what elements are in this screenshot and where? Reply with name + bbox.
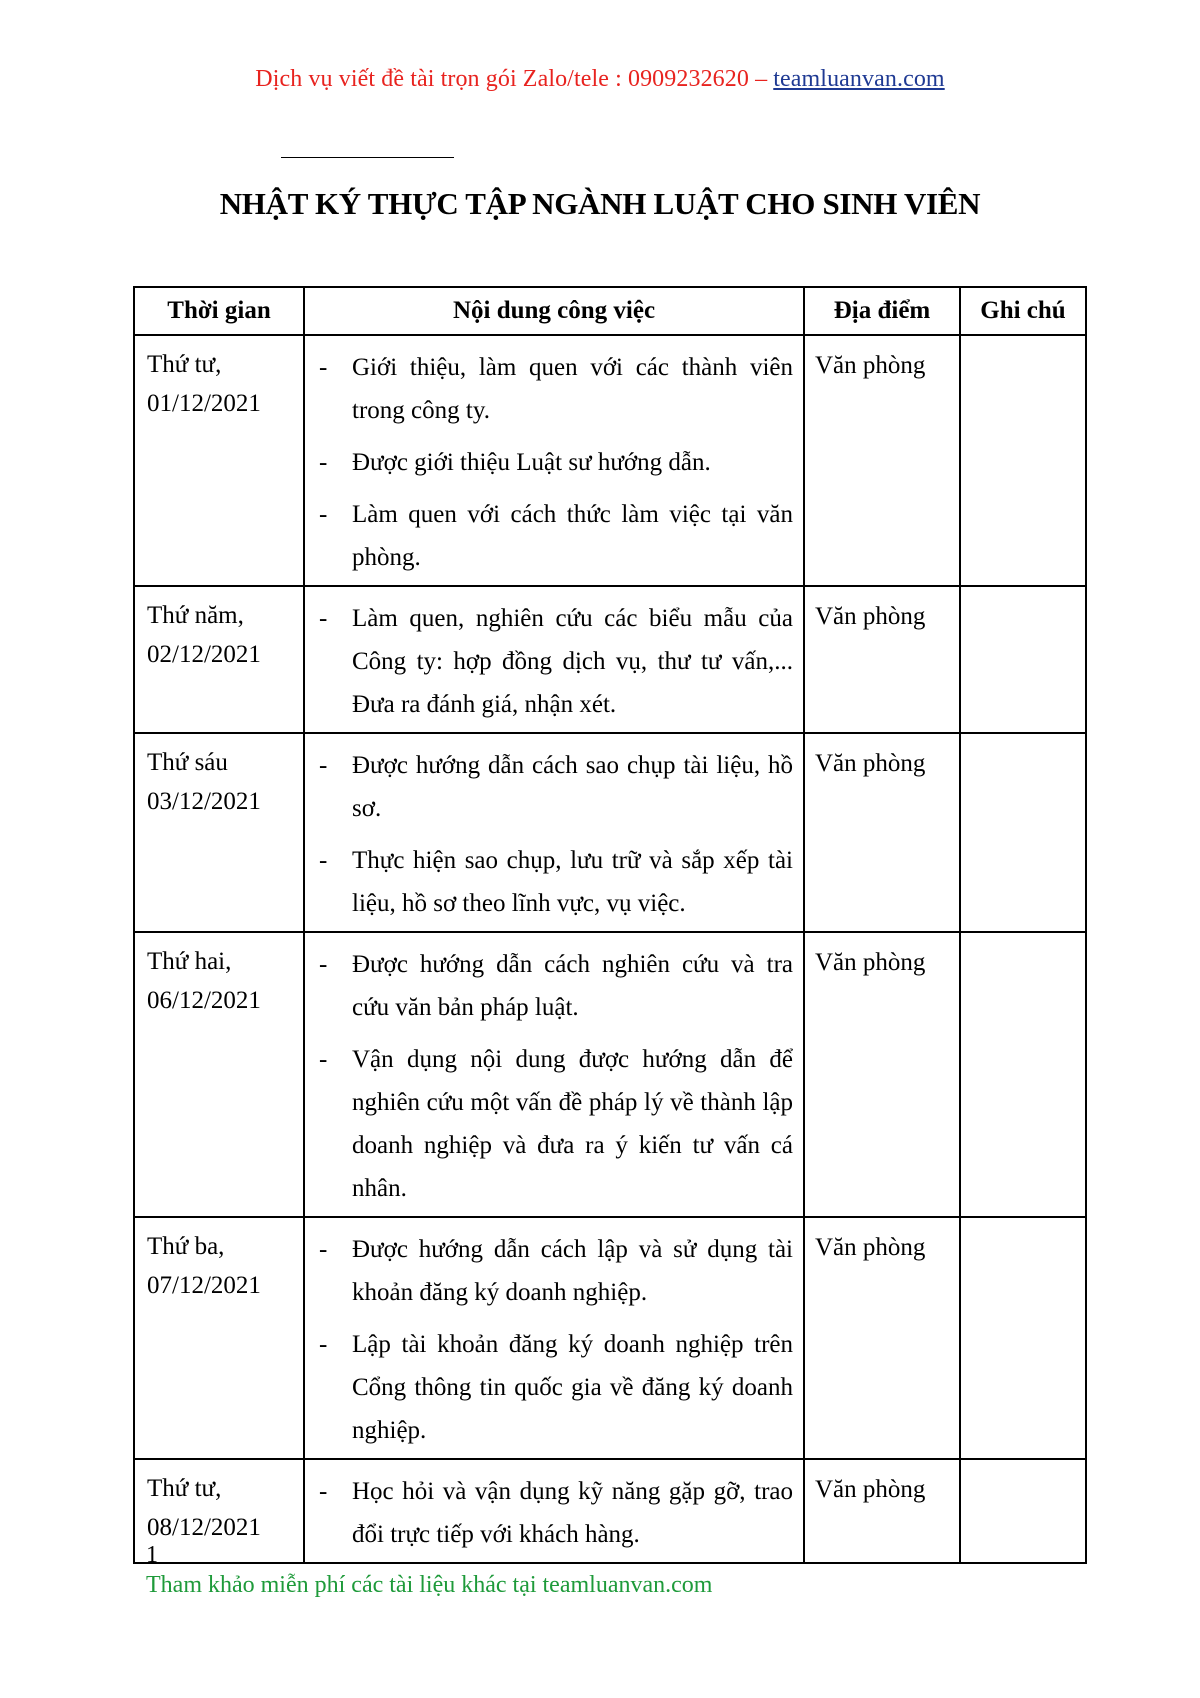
place-cell (804, 586, 960, 733)
document-title: NHẬT KÝ THỰC TẬP NGÀNH LUẬT CHO SINH VIÊN (219, 186, 981, 221)
task-text: Học hỏi và vận dụng kỹ năng gặp gỡ, trao đổi trực tiếp với khách hàng. (352, 1478, 793, 1548)
task-text: Vận dụng nội dung được hướng dẫn để nghiên cứu một vấn đề pháp lý về thành lập doanh nghiệp và đưa ra ý kiến tư vấn cá nhân. (352, 1046, 793, 1202)
task-text: Lập tài khoản đăng ký doanh nghiệp trên Cổng thông tin quốc gia về đăng ký doanh nghiệp. (352, 1331, 793, 1444)
date-label: 06/12/2021 (147, 987, 261, 1014)
time-cell (134, 335, 304, 586)
table-row (134, 335, 1086, 586)
header-promo-line (0, 66, 1200, 93)
bullet-dash: - (319, 605, 328, 632)
task-item (315, 744, 793, 830)
time-cell (134, 1217, 304, 1459)
place-label: Văn phòng (815, 949, 926, 976)
title-divider (281, 157, 454, 158)
place-cell (804, 1217, 960, 1459)
place-label: Văn phòng (815, 352, 926, 379)
time-cell (134, 1459, 304, 1563)
task-item (315, 839, 793, 925)
internship-log-table (133, 286, 1087, 1564)
time-cell (134, 932, 304, 1217)
date-label: 08/12/2021 (147, 1514, 261, 1541)
header-content: Nội dung công việc (304, 287, 804, 335)
content-cell (304, 1217, 804, 1459)
note-cell (960, 733, 1086, 932)
note-cell (960, 932, 1086, 1217)
bullet-dash: - (319, 354, 328, 381)
note-cell (960, 1217, 1086, 1459)
task-text: Giới thiệu, làm quen với các thành viên trong công ty. (352, 354, 793, 424)
date-label: 02/12/2021 (147, 641, 261, 668)
place-cell (804, 1459, 960, 1563)
content-cell (304, 335, 804, 586)
bullet-dash: - (319, 847, 328, 874)
place-cell (804, 932, 960, 1217)
task-text: Được giới thiệu Luật sư hướng dẫn. (352, 449, 711, 476)
task-item (315, 1038, 793, 1210)
header-time: Thời gian (134, 287, 304, 335)
time-cell (134, 586, 304, 733)
bullet-dash: - (319, 1478, 328, 1505)
place-label: Văn phòng (815, 603, 926, 630)
task-item (315, 597, 793, 726)
task-item (315, 441, 793, 484)
task-text: Được hướng dẫn cách lập và sử dụng tài khoản đăng ký doanh nghiệp. (352, 1236, 793, 1306)
table-row (134, 586, 1086, 733)
header-place: Địa điểm (804, 287, 960, 335)
page-number: 1 (146, 1542, 158, 1568)
note-cell (960, 1459, 1086, 1563)
task-text: Được hướng dẫn cách sao chụp tài liệu, hồ sơ. (352, 752, 793, 822)
weekday-label: Thứ tư, (147, 351, 222, 378)
task-item (315, 1470, 793, 1556)
place-label: Văn phòng (815, 1476, 926, 1503)
bullet-dash: - (319, 1331, 328, 1358)
table-header-row (134, 287, 1086, 335)
table-row (134, 1217, 1086, 1459)
content-cell (304, 586, 804, 733)
bullet-dash: - (319, 752, 328, 779)
weekday-label: Thứ hai, (147, 948, 232, 975)
footer-reference-text: Tham khảo miễn phí các tài liệu khác tại teamluanvan.com (146, 1572, 713, 1598)
weekday-label: Thứ sáu (147, 749, 228, 776)
header-note: Ghi chú (960, 287, 1086, 335)
bullet-dash: - (319, 501, 328, 528)
weekday-label: Thứ ba, (147, 1233, 225, 1260)
date-label: 03/12/2021 (147, 788, 261, 815)
time-cell (134, 733, 304, 932)
task-item (315, 1323, 793, 1452)
place-label: Văn phòng (815, 750, 926, 777)
task-text: Được hướng dẫn cách nghiên cứu và tra cứu văn bản pháp luật. (352, 951, 793, 1021)
content-cell (304, 1459, 804, 1563)
table-body (134, 335, 1086, 1563)
task-text: Thực hiện sao chụp, lưu trữ và sắp xếp tài liệu, hồ sơ theo lĩnh vực, vụ việc. (352, 847, 793, 917)
task-item (315, 1228, 793, 1314)
table-row (134, 932, 1086, 1217)
content-cell (304, 733, 804, 932)
table-row (134, 733, 1086, 932)
note-cell (960, 586, 1086, 733)
date-label: 01/12/2021 (147, 390, 261, 417)
task-text: Làm quen, nghiên cứu các biểu mẫu của Công ty: hợp đồng dịch vụ, thư tư vấn,... Đưa ra đánh giá, nhận xét. (352, 605, 793, 718)
task-item (315, 493, 793, 579)
header-website-link[interactable]: teamluanvan.com (773, 66, 945, 92)
table-row (134, 1459, 1086, 1563)
task-item (315, 346, 793, 432)
task-text: Làm quen với cách thức làm việc tại văn phòng. (352, 501, 793, 571)
bullet-dash: - (319, 951, 328, 978)
place-cell (804, 733, 960, 932)
weekday-label: Thứ tư, (147, 1475, 222, 1502)
place-cell (804, 335, 960, 586)
bullet-dash: - (319, 1236, 328, 1263)
weekday-label: Thứ năm, (147, 602, 244, 629)
bullet-dash: - (319, 449, 328, 476)
content-cell (304, 932, 804, 1217)
date-label: 07/12/2021 (147, 1272, 261, 1299)
header-promo-text: Dịch vụ viết đề tài trọn gói Zalo/tele : 0909232620 – (255, 66, 774, 92)
task-item (315, 943, 793, 1029)
place-label: Văn phòng (815, 1234, 926, 1261)
bullet-dash: - (319, 1046, 328, 1073)
note-cell (960, 335, 1086, 586)
